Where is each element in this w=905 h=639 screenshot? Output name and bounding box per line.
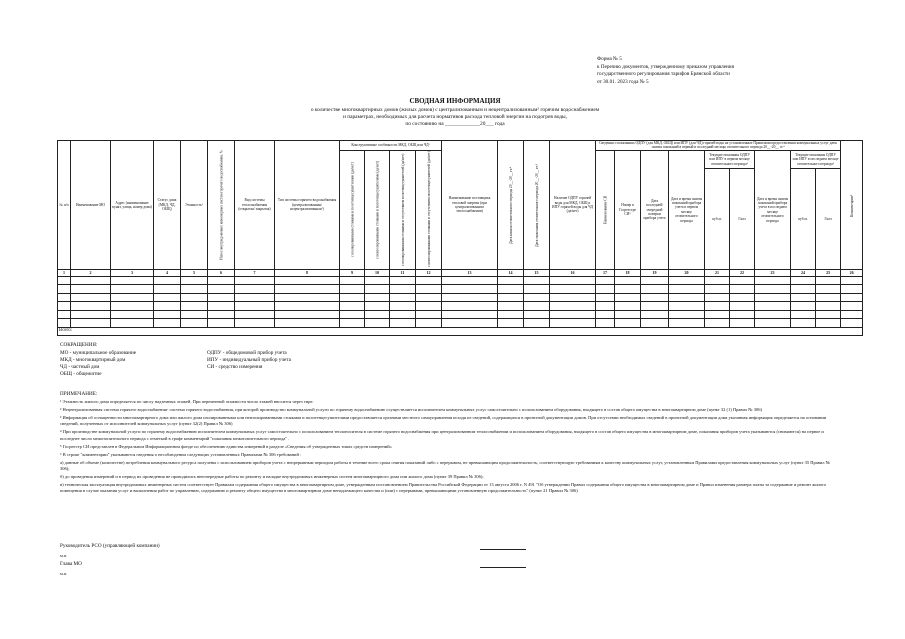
abbreviations-left [60,350,210,378]
table-cell [390,276,416,285]
abbreviation-item: ЧД - частный дом [60,364,100,370]
table-cell [498,302,524,311]
table-cell [340,302,365,311]
table-cell [58,276,71,285]
column-number: 4 [154,269,181,276]
document-title: СВОДНАЯ ИНФОРМАЦИЯ [409,97,501,105]
abbreviations-right [207,350,357,371]
subtitle-line: по состоянию на _____________20___ года [405,121,505,128]
note-item: в) техническая эксплуатация внутридомовых инженерных систем соответствует Правилам содержания общего имущества в многоквартирном доме, утвержденным постановлением Правительства Российской Федерации от 13 августа 2006 г. N 491 "Об утверждении Правил содержания общего имущества в многоквартирном доме и Правил изменения размера платы за содержание и ремонт жилого помещения в случае оказания услуг и выполнения работ по управлению, содержанию и ремонту общего имущества в многоквартирном доме ненадлежащего качества и (или) с перерывами, превышающими установленную продолжительность" (пункт 21 Правил № 306) [60,482,827,494]
column-number: 26 [841,269,863,276]
header-comments: Комментарии⁸ [841,141,863,270]
table-cell [365,293,390,302]
column-number: 22 [730,269,755,276]
note-item: б) до проведения измерений и в период их проведения не проводились внеочередные работы по ремонту и наладке внутридомовых инженерных систем многоквартирного дома или жилого дома (пункт 39 Правил № 306); [60,474,484,480]
total-label: Всего: [58,327,863,335]
table-cell [235,302,275,311]
table-cell [550,276,596,285]
table-cell [596,285,615,294]
form-number: Форма № 5 [597,56,622,62]
subtitle-line: о количестве многоквартирных домов (жилых домов) с централизованным и нецентрализованным² горячим водоснабжением [310,107,600,113]
table-cell [615,293,641,302]
table-cell [340,310,365,319]
table-row [58,285,863,294]
abbreviations-heading: СОКРАЩЕНИЯ: [60,342,98,348]
table-cell [71,319,111,328]
table-cell [730,302,755,311]
table-cell [498,319,524,328]
table-cell [524,293,550,302]
note-item: а) данные об объеме (количестве) потребления коммунального ресурса получены с использованием приборов учета с непрерывным периодом работы в течение всего срока снятия показаний либо с перерывом, не превышающим продолжительность, соответствующую требованиям к качеству коммунальных услуг, установленным Правилами предоставления коммунальных услуг (пункт 35 Правил № 306); [60,459,830,471]
table-cell [275,302,340,311]
table-cell [208,319,235,328]
table-cell [705,310,730,319]
table-cell [416,285,442,294]
form-header-line: государственного регулирования тарифов Брянской области [597,71,730,78]
header-address: Адрес (наименование пункт, улица, номер дома) [111,141,154,270]
header-hot-water-type: Тип системы горячего водоснабжения (централизованная/ нецентрализованная²) [275,141,340,270]
table-cell [154,276,181,285]
table-cell [208,285,235,294]
table-cell [705,276,730,285]
table-cell [730,319,755,328]
table-cell [71,293,111,302]
table-cell [615,302,641,311]
table-cell [641,319,669,328]
table-cell [111,276,154,285]
table-cell [365,276,390,285]
header-supplier: Наименование поставщика тепловой энергии (при централизованном теплоснабжении) [442,141,498,270]
table-cell [841,310,863,319]
table-cell [111,310,154,319]
table-cell [816,319,841,328]
table-cell [71,310,111,319]
header-insulated-risers-no-towels: с изолированными стояками и отсутствием полотенцесушителей (да/нет) [390,150,416,269]
table-cell [841,285,863,294]
table-cell [816,293,841,302]
table-cell [416,302,442,311]
note-item: ¹ Этажность жилого дома определяется по числу надземных этажей. При переменной этажности число этажей вносится через тире. [60,399,314,405]
header-si-name: Наименование СИ [596,150,615,269]
table-cell [442,285,498,294]
table-cell [235,319,275,328]
column-number: 11 [390,269,416,276]
table-cell [755,310,791,319]
table-cell [154,293,181,302]
header-period-end: Дата окончания отопительного периода 20__-20__ гг.⁴ [524,141,550,270]
table-cell [111,319,154,328]
column-number: 21 [705,269,730,276]
table-cell [208,310,235,319]
table-row [58,302,863,311]
table-cell [58,319,71,328]
header-insulated-risers-towels: с изолированными стояками и полотенцесушителями (да/нет) [340,150,365,269]
table-cell [755,302,791,311]
table-cell [498,310,524,319]
table-cell [58,310,71,319]
table-cell [365,302,390,311]
table-cell [730,293,755,302]
abbreviation-item: ОДПУ - общедомовой прибор учета [207,350,287,356]
header-first-month-date: Дата и время снятия показаний прибора учета в первом месяце отопительного периода [669,150,705,269]
header-last-month-readings: Текущие показания ОДПУ или ИПУ в последнем месяце отопительного периода⁶ [791,150,841,168]
table-cell [390,293,416,302]
form-header-line: к Перечню документов, утвержденному приказом управления [597,63,734,70]
table-cell [755,276,791,285]
table-cell [235,285,275,294]
table-cell [442,276,498,285]
table-cell [791,302,816,311]
table-cell [416,276,442,285]
header-uninsulated-risers-no-towels: с неизолированными стояками и отсутствием полотенцесушителей (да/нет) [416,150,442,269]
column-number: 9 [340,269,365,276]
table-cell [365,285,390,294]
column-number: 2 [71,269,111,276]
table-cell [58,302,71,311]
table-cell [615,285,641,294]
table-cell [791,293,816,302]
header-last-cubic: куб.м. [791,168,816,269]
table-row [58,319,863,328]
signature-line [480,549,526,550]
note-item: ⁵ Госреестр СИ представлен в Федеральном Информационном фонде по обеспечению единства измерений в разделе «Сведения об утвержденных типах средств измерений» [60,443,392,449]
table-cell [442,293,498,302]
table-cell [524,302,550,311]
column-number: 15 [524,269,550,276]
abbreviation-item: МКД - многоквартирный дом [60,357,126,363]
table-cell [524,285,550,294]
table-cell [791,276,816,285]
total-row [58,327,863,335]
table-cell [235,310,275,319]
column-number: 25 [816,269,841,276]
table-cell [275,276,340,285]
signature-head-rso: Руководитель РСО (управляющей компании) [60,543,160,549]
table-cell [208,276,235,285]
document-subtitle [200,107,710,129]
table-cell [524,276,550,285]
header-last-gcal: Гкал [816,168,841,269]
table-cell [416,293,442,302]
table-cell [596,310,615,319]
table-cell [154,285,181,294]
table-cell [181,319,208,328]
table-cell [669,310,705,319]
table-cell [498,293,524,302]
table-cell [615,310,641,319]
table-cell [730,276,755,285]
table-cell [154,302,181,311]
note-item: ⁴ При производстве коммунальной услуги по горячему водоснабжению исполнителем коммунальных услуг самостоятельно с использованием теплоносителя в системе горячего водоснабжения при централизованном теплоснабжении и использованием оборудования, входящего в состав общего имущества в многоквартирном доме, показания приборов учета указываются (снимаются) на первое и последнее число межотопительного периода с отметкой в графе комментарий "показания межотопительного периода" . [60,429,824,441]
table-cell [705,319,730,328]
table-cell [841,276,863,285]
table-cell [71,302,111,311]
table-cell [340,285,365,294]
header-meter-presence: Наличие ОДПУ горячей воды для МКД, ОБЩ и ИПУ горячей воды для ЧД (да/нет) [550,141,596,270]
note-item: ³ Информация об оснащенности многоквартирного дома или жилого дома изолированными или неизолированными стояками и полотенцесушителями предоставляется органами местного самоуправления исходя из сведений, содержащихся в проектной документации домов. При отсутствии необходимых сведений в проектной документации дома указанная информация определяется на основании сведений, полученных от исполнителей коммунальных услуг (пункт 32(2) Правил № 306) [60,415,827,427]
abbreviation-item: СИ - средство измерения [207,364,263,370]
table-cell [816,276,841,285]
form-header-date: от 30.01. 2023 года № 5 [597,78,649,85]
table-cell [791,285,816,294]
table-cell [111,285,154,294]
table-cell [705,302,730,311]
note-item: ² Нецентрализованная система горячего водоснабжения- система горячего водоснабжения, при которой производство коммунальной услуги по горячему водоснабжению осуществляется исполнителем коммунальных услуг самостоятельно с использованием оборудования, входящего в состав общего имущества в многоквартирном доме (пункт 32 (1) Правил № 306) [60,407,762,413]
table-cell [181,293,208,302]
header-first-month-readings: Текущие показания ОДПУ или ИПУ в первом месяце отопительного периода⁶ [705,150,755,168]
column-number: 10 [365,269,390,276]
table-cell [390,285,416,294]
header-first-cubic: куб.м. [705,168,730,269]
table-row [58,293,863,302]
table-cell [181,276,208,285]
subtitle-line: и параметрах, необходимых для расчета нормативов расхода тепловой энергии на подогрев воды, [342,114,568,121]
table-cell [498,285,524,294]
table-cell [791,319,816,328]
column-number: 8 [275,269,340,276]
column-number: 23 [755,269,791,276]
table-cell [365,310,390,319]
table-cell [111,302,154,311]
table-cell [71,276,111,285]
header-verification-date: Дата последней/ очередной поверки прибора учета [641,150,669,269]
column-number: 14 [498,269,524,276]
abbreviation-item: МО - муниципальное образование [60,350,137,356]
table-cell [275,319,340,328]
table-cell [111,293,154,302]
header-last-month-date: Дата и время снятия показаний прибора учета в последнем месяце отопительного периода [755,150,791,269]
table-cell [154,310,181,319]
table-cell [791,310,816,319]
table-cell [705,285,730,294]
column-number: 19 [641,269,669,276]
column-number: 1 [58,269,71,276]
table-cell [841,293,863,302]
table-cell [669,302,705,311]
table-cell [71,285,111,294]
table-cell [235,276,275,285]
column-number: 17 [596,269,615,276]
table-cell [365,319,390,328]
table-cell [550,319,596,328]
table-cell [641,285,669,294]
table-cell [340,293,365,302]
header-registry-number: Номер в Госреестре СИ⁵ [615,150,641,269]
table-cell [755,293,791,302]
column-number: 12 [416,269,442,276]
table-cell [275,310,340,319]
table-cell [705,293,730,302]
table-cell [841,302,863,311]
table-cell [641,302,669,311]
table-cell [596,302,615,311]
table-cell [524,310,550,319]
column-number: 16 [550,269,596,276]
table-cell [615,319,641,328]
table-cell [641,310,669,319]
table-cell [596,293,615,302]
table-cell [390,319,416,328]
column-number: 13 [442,269,498,276]
table-cell [615,276,641,285]
column-number: 24 [791,269,816,276]
header-number: № п/п [58,141,71,270]
table-cell [181,310,208,319]
column-number: 7 [235,269,275,276]
header-heating-system: Вид системы теплоснабжения (открытая/ закрытая) [235,141,275,270]
stamp-mark: м.п. [60,553,68,558]
table-cell [390,302,416,311]
table-cell [841,319,863,328]
form-header [597,56,857,86]
table-cell [442,310,498,319]
table-cell [641,276,669,285]
stamp-mark: м.п. [60,571,68,576]
table-cell [730,310,755,319]
table-cell [442,319,498,328]
notes-heading: ПРИМЕЧАНИЕ: [60,391,98,397]
table-cell [524,319,550,328]
table-cell [181,285,208,294]
table-cell [208,293,235,302]
signature-line [480,567,526,568]
header-wear: Износ внутридомовых инженерных систем горячего водоснабжения, % [208,141,235,270]
table-cell [235,293,275,302]
column-number: 6 [208,269,235,276]
table-cell [416,310,442,319]
column-number: 20 [669,269,705,276]
header-meter-readings-group: Сведения о показаниях ОДПУ (для МКД, ОБЩ) или ИПУ (для ЧД) горячей воды на установленные Правилами предоставления коммунальных услуг даты снятия показаний в первый и последний месяцы отопительного периода 20__-20__ гг.⁴ [596,141,841,151]
table-cell [816,302,841,311]
notes-section [60,391,840,496]
table-cell [498,276,524,285]
table-cell [340,276,365,285]
abbreviation-item: ИПУ - индивидуальный прибор учета [207,357,291,363]
table-cell [816,285,841,294]
summary-table [57,140,863,336]
table-cell [669,319,705,328]
column-number-row [58,269,863,276]
table-cell [181,302,208,311]
header-mo: Наименование МО [71,141,111,270]
table-cell [550,310,596,319]
signature-head-mo: Глава МО [60,561,82,567]
abbreviation-item: ОБЩ - общежитие [60,371,102,377]
table-cell [669,293,705,302]
column-number: 5 [181,269,208,276]
table-cell [442,302,498,311]
table-cell [669,285,705,294]
table-cell [755,285,791,294]
column-number: 3 [111,269,154,276]
table-cell [550,302,596,311]
table-cell [550,293,596,302]
table-cell [208,302,235,311]
table-cell [390,310,416,319]
header-floors: Этажность¹ [181,141,208,270]
header-house-status: Статус дома (МКД, ЧД, ОБЩ) [154,141,181,270]
column-number: 18 [615,269,641,276]
table-cell [58,285,71,294]
table-cell [340,319,365,328]
table-cell [755,319,791,328]
header-constructive-group: Конструктивные особенности МКД, ОБЩ или ЧД³ [340,141,442,151]
table-cell [154,319,181,328]
table-cell [596,319,615,328]
table-cell [416,319,442,328]
header-uninsulated-risers-towels: с неизолированными стояками и полотенцесушителями (да/нет) [365,150,390,269]
table-cell [550,285,596,294]
table-cell [275,285,340,294]
note-item: ⁶ В строке "комментарии" указываются сведения о несоблюдении следующих установленных Правилами № 306 требований : [60,451,302,457]
table-row [58,310,863,319]
table-cell [275,293,340,302]
table-row [58,276,863,285]
table-cell [669,276,705,285]
header-first-gcal: Гкал [730,168,755,269]
table-cell [641,293,669,302]
table-cell [730,285,755,294]
table-cell [816,310,841,319]
header-period-start: Дата начала отопительного периода 20__-20__ гг.⁴ [498,141,524,270]
table-cell [596,276,615,285]
table-cell [58,293,71,302]
